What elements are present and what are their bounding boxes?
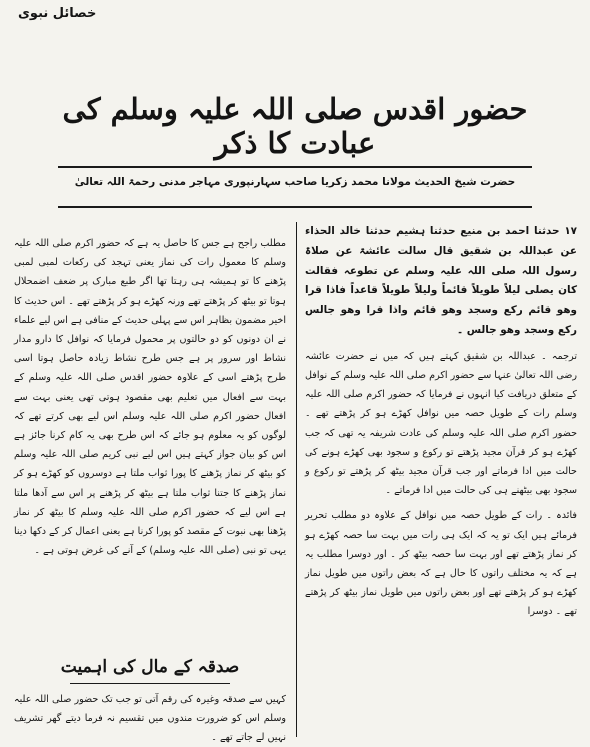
explanation-paragraph: مطلب راجح ہے جس کا حاصل یہ ہے کہ حضور اکرم صلی اللہ علیہ وسلم کا معمول رات کی نماز یعنی تہجد کی رکعات لمبی لمبی پڑھنے کا تو ہمیشہ ہی رہتا تھا اگر طبع مبارک پر ضعف اضمحلال ہوتا تو بیٹھ کر پڑھتے تھے ورنہ کھڑے ہو کر پڑھتے تھے ۔ اس حدیث کا اخیر مضمون بظاہر اس سے پہلی حدیث کے منافی ہے اس لیے علماء نے ان دونوں کو دو حالتوں پر محمول فرمایا کہ نوافل کا دارو مدار نشاط اور سرور پر ہے جس طرح نشاط زیادہ حاصل ہوتا اسی طرح پڑھتے اسی کے علاوہ حضور اقدس صلی اللہ علیہ وسلم کے بہت سے افعال میں تعلیم بھی مقصود ہوتی تھی یعنی بہت سے افعال حضور اکرم صلی اللہ علیہ وسلم اس لیے بھی کرتے تھے کہ لوگوں کو یہ معلوم ہو جائے کہ اس طرح بھی یہ کام کرنا جائز ہے اس کو بیان جواز کہتے ہیں اس لیے نبی کریم صلی اللہ علیہ وسلم کو بیٹھ کر نماز پڑھنے کا پورا ثواب ملتا ہے دوسروں کو کھڑے ہو کر نماز پڑھنے کا جتنا ثواب ملتا ہے بیٹھ کر پڑھنے پر اس سے آدھا ملتا ہے اس لیے کہ حضور اکرم صلی اللہ علیہ وسلم کا بیٹھ کر نماز پڑھنا بھی نبوت کے مقصد کو پورا کرنا ہے یعنی اعمال کر کے دکھا دینا یہی تو نبی (صلی اللہ علیہ وسلم) کے آنے کی غرض ہوتی ہے ۔ — [14, 238, 286, 557]
chapter-title: حضور اقدس صلی اللہ علیہ وسلم کی عبادت کا ذکر — [62, 92, 528, 160]
section-body: کہیں سے صدقہ وغیرہ کی رقم آتی تو جب تک حضور صلی اللہ علیہ وسلم اس کو ضرورت مندوں میں تقسیم نہ فرما دیتے گھر تشریف نہیں لے جاتے تھے ۔ — [14, 694, 286, 743]
hadith-number: ۱۷ — [564, 225, 577, 237]
section-heading-rule — [70, 683, 230, 684]
translation-paragraph: ترجمہ ۔ عبداللہ بن شقیق کہتے ہیں کہ میں نے حضرت عائشہ رضی اللہ تعالیٰ عنہا سے حضور اکرم صلی اللہ علیہ وسلم کے نوافل کے متعلق دریافت کیا انہوں نے فرمایا کہ حضور اکرم صلی اللہ علیہ وسلم رات کے طویل حصہ میں نوافل کھڑے ہو کر پڑھتے تھے ۔ حضور اکرم صلی اللہ علیہ وسلم کی عادت شریفہ یہ تھی کہ جب کھڑے ہو کر قرآن مجید پڑھتے تو رکوع و سجود بھی کھڑے ہونے کی حالت میں ادا فرماتے اور جب قرآن مجید بیٹھ کر پڑھتے تو رکوع و سجود بھی بیٹھنے ہی کی حالت میں ادا فرماتے ۔ — [305, 350, 577, 497]
hadith-text: حدثنا احمد بن منیع حدثنا ہشیم حدثنا خالد الحذاء عن عبداللہ بن شقیق قال سالت عائشۃ عن صلاۃ رسول اللہ صلی اللہ علیہ وسلم عن تطوعہ فقالت کان یصلی لیلاً طویلاً قائماً ولیلاً طویلاً قاعداً فاذا قرا وھو قائم رکع وسجد وھو قائم واذا قرا وھو جالس رکع وسجد وھو جالس ۔ — [305, 225, 577, 336]
left-column — [14, 234, 286, 560]
author-line: حضرت شیخ الحدیث مولانا محمد زکریا صاحب سہارنپوری مہاجر مدنی رحمۃ اللہ تعالیٰ — [74, 176, 516, 188]
title-rule-bottom — [58, 206, 532, 208]
title-rule-top — [58, 166, 532, 168]
running-header: خصائل نبوی — [18, 6, 97, 21]
right-column — [305, 222, 577, 622]
section-heading: صدقہ کے مال کی اہمیت — [60, 657, 240, 677]
hadith-arabic — [305, 222, 577, 341]
column-divider — [296, 222, 297, 737]
benefit-paragraph: فائدہ ۔ رات کے طویل حصہ میں نوافل کے علاوہ دو مطلب تحریر فرمائے ہیں ایک تو یہ کہ ایک ہی رات میں بہت سا حصہ کھڑے ہو کر نماز پڑھتے تھے اور بہت سا حصہ بیٹھ کر ۔ اور دوسرا مطلب یہ ہے کہ یہ مختلف راتوں کا حال ہے کہ بعض راتوں میں طویل نماز کھڑے ہو کر پڑھتے تھے اور بعض راتوں میں طویل نماز بیٹھ کر پڑھتے تھے ۔ دوسرا — [305, 510, 577, 618]
